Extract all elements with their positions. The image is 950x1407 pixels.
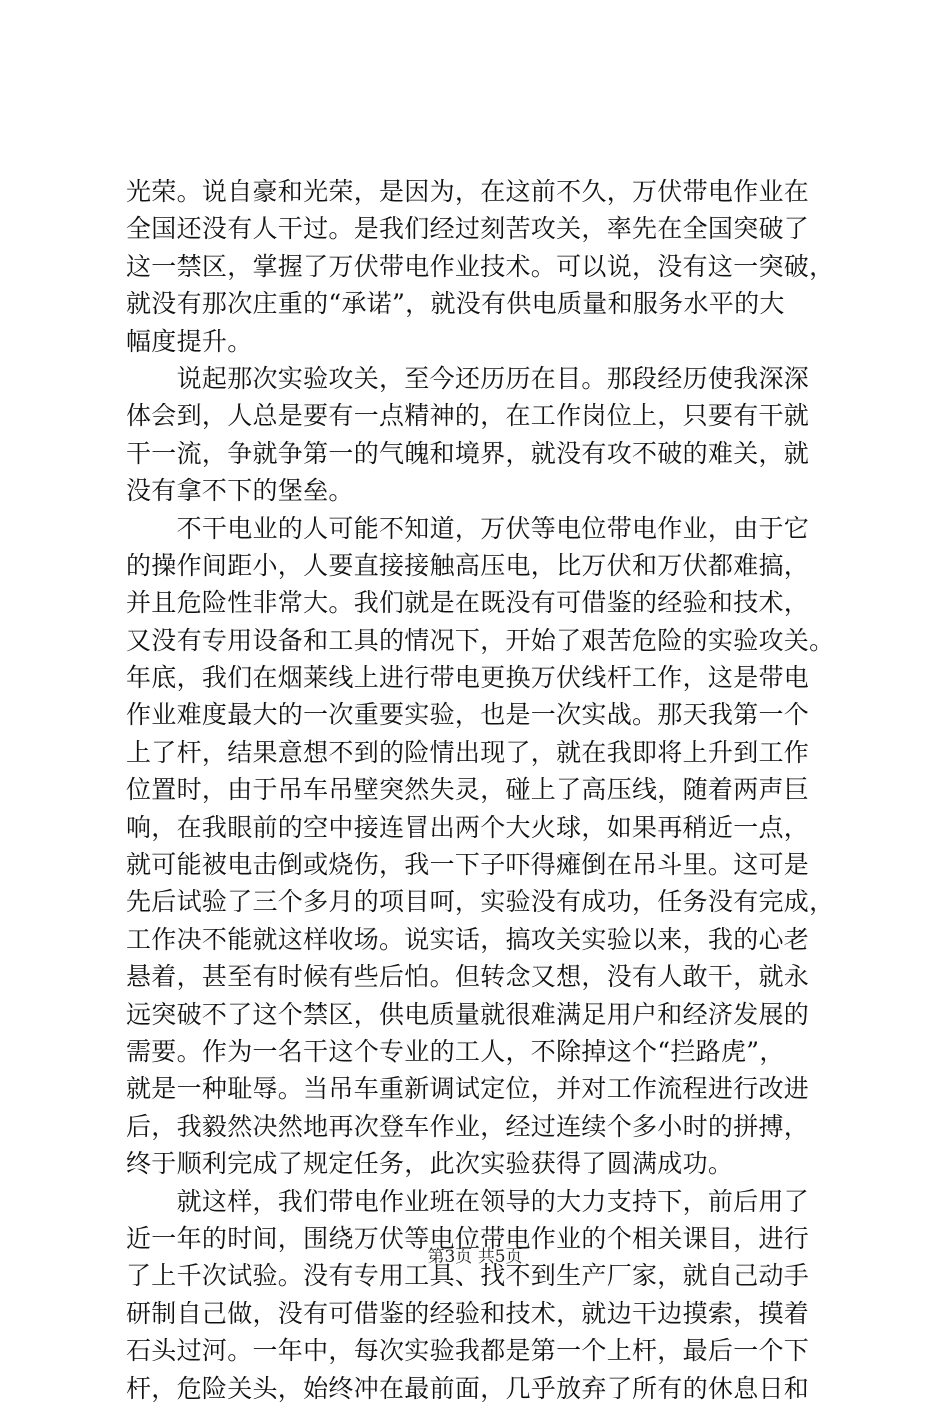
text-line: 就这样，我们带电作业班在领导的大力支持下，前后用了 (126, 1186, 810, 1216)
body-text (126, 173, 846, 1407)
text-line: 研制自己做，没有可借鉴的经验和技术，就边干边摸索，摸着 (126, 1298, 810, 1328)
text-line: 说起那次实验攻关，至今还历历在目。那段经历使我深深 (126, 363, 810, 393)
text-line: 近一年的时间，围绕万伏等电位带电作业的个相关课目，进行 (126, 1223, 810, 1253)
text-line: 杆，危险关头，始终冲在最前面，几乎放弃了所有的休息日和 (126, 1373, 810, 1403)
text-line: 的操作间距小，人要直接接触高压电，比万伏和万伏都难搞， (126, 550, 810, 580)
page-footer: 第3页 共5页 (427, 1247, 523, 1267)
text-line: 又没有专用设备和工具的情况下，开始了艰苦危险的实验攻关。 (126, 625, 835, 655)
text-line: 干一流，争就争第一的气魄和境界，就没有攻不破的难关，就 (126, 438, 810, 468)
text-line: 就没有那次庄重的“承诺”，就没有供电质量和服务水平的大 (126, 289, 785, 319)
text-line: 后，我毅然决然地再次登车作业，经过连续个多小时的拼搏， (126, 1111, 810, 1141)
text-line: 位置时，由于吊车吊壁突然失灵，碰上了高压线，随着两声巨 (126, 775, 810, 805)
text-line: 工作决不能就这样收场。说实话，搞攻关实验以来，我的心老 (126, 924, 810, 954)
text-line: 光荣。说自豪和光荣，是因为，在这前不久，万伏带电作业在 (126, 177, 810, 206)
text-line: 了上千次试验。没有专用工具、找不到生产厂家，就自己动手 (126, 1261, 810, 1291)
text-line: 作业难度最大的一次重要实验，也是一次实战。那天我第一个 (126, 700, 810, 730)
text-line: 没有拿不下的堡垒。 (126, 476, 354, 506)
text-line: 体会到，人总是要有一点精神的，在工作岗位上，只要有干就 (126, 401, 810, 431)
text-line: 并且危险性非常大。我们就是在既没有可借鉴的经验和技术， (126, 588, 810, 618)
text-line: 全国还没有人干过。是我们经过刻苦攻关，率先在全国突破了 (126, 214, 810, 244)
text-line: 终于顺利完成了规定任务，此次实验获得了圆满成功。 (126, 1149, 734, 1179)
text-line: 远突破不了这个禁区，供电质量就很难满足用户和经济发展的 (126, 999, 810, 1029)
text-line: 幅度提升。 (126, 326, 253, 356)
text-line: 石头过河。一年中，每次实验我都是第一个上杆，最后一个下 (126, 1336, 810, 1366)
text-line: 就可能被电击倒或烧伤，我一下子吓得瘫倒在吊斗里。这可是 (126, 850, 810, 880)
text-line: 先后试验了三个多月的项目呵，实验没有成功，任务没有完成， (126, 887, 835, 917)
text-line: 需要。作为一名干这个专业的工人，不除掉这个“拦路虎”， (126, 1036, 785, 1066)
text-line: 上了杆，结果意想不到的险情出现了，就在我即将上升到工作 (126, 737, 810, 767)
text-line: 不干电业的人可能不知道，万伏等电位带电作业，由于它 (126, 513, 810, 543)
text-line: 响，在我眼前的空中接连冒出两个大火球，如果再稍近一点， (126, 812, 810, 842)
text-line: 就是一种耻辱。当吊车重新调试定位，并对工作流程进行改进 (126, 1074, 810, 1104)
text-line: 年底，我们在烟莱线上进行带电更换万伏线杆工作，这是带电 (126, 663, 810, 693)
text-line: 悬着，甚至有时候有些后怕。但转念又想，没有人敢干，就永 (126, 962, 810, 992)
text-line: 这一禁区，掌握了万伏带电作业技术。可以说，没有这一突破， (126, 251, 835, 281)
